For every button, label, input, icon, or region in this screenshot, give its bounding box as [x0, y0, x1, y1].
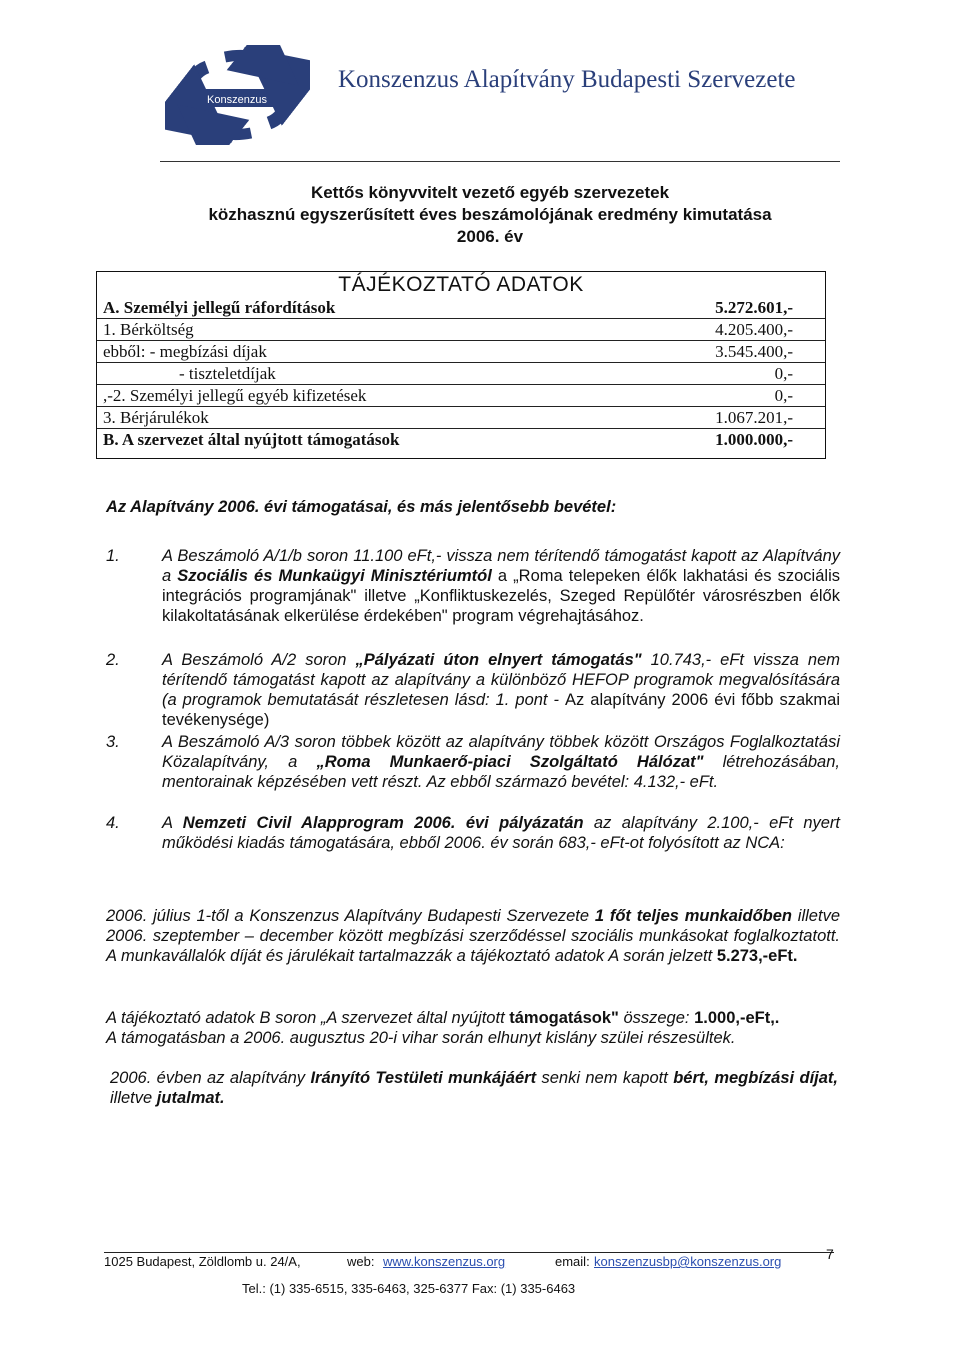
- para-text: 2006. évben az alapítvány: [110, 1069, 311, 1087]
- report-title: [140, 182, 840, 248]
- item-text-part: a „Roma telepeken élők lakhatási és szociális integrációs programjának" illetve „Konfliktuskezelés, Szeged Repülőtér városrészben élők kilakoltatásának elkerülése érdekében" program végrehajtásához.: [162, 567, 840, 625]
- table-row: [97, 297, 825, 319]
- row-label: 1. Bérköltség: [103, 320, 194, 339]
- page-number: 7: [826, 1246, 834, 1262]
- para-text: A tájékoztató adatok B soron „A szervezet által nyújtott: [106, 1009, 510, 1027]
- item-text-part: 10.743,- eFt vissza nem térítendő támogatást kapott az alapítvány a különböző HEFOP programok megvalósítására (a programok bemutatását részletesen lásd: 1. pont -: [162, 651, 840, 709]
- info-table: [96, 271, 826, 459]
- para-text-bold: bért, megbízási díjat,: [673, 1069, 838, 1087]
- paragraph-employment: [106, 906, 840, 966]
- item-number: 4.: [106, 814, 120, 832]
- item-text-part: az alapítvány 2.100,- eFt nyert működési kiadás támogatására, ebből 2006. év során 683,- eFt-ot folyósított az NCA:: [162, 814, 841, 852]
- logo: [165, 45, 310, 145]
- para-text-bold: 5.273,-eFt.: [716, 947, 798, 965]
- footer-address: 1025 Budapest, Zöldlomb u. 24/A,: [104, 1254, 301, 1269]
- row-label: A. Személyi jellegű ráfordítások: [103, 298, 336, 317]
- footer-email-link[interactable]: konszenzusbp@konszenzus.org: [594, 1254, 782, 1269]
- item-number: 1.: [106, 547, 120, 565]
- item-text-bold: „Pályázati úton elnyert támogatás": [355, 651, 642, 669]
- footer-email-label: email:: [555, 1254, 590, 1269]
- item-number: 3.: [106, 733, 120, 751]
- title-line-3: 2006. év: [456, 227, 524, 246]
- footer-web-label: web:: [347, 1254, 375, 1269]
- row-label: ebből: - megbízási díjak: [103, 342, 267, 361]
- item-text-bold: Szociális és Munkaügyi Minisztériumtól: [177, 567, 492, 585]
- table-row: [97, 319, 825, 341]
- para-text-bold: 1.000,-eFt,.: [694, 1009, 780, 1027]
- para-text: illetve: [110, 1089, 157, 1107]
- row-label: ,-2. Személyi jellegű egyéb kifizetések: [103, 386, 367, 405]
- item-text: [162, 813, 840, 853]
- row-label: B. A szervezet által nyújtott támogatások: [103, 430, 400, 449]
- table-row: [97, 385, 825, 407]
- para-text: senki nem kapott: [536, 1069, 674, 1087]
- row-value: 5.272.601,-: [715, 298, 793, 317]
- title-line-1: Kettős könyvvitelt vezető egyéb szervezetek: [310, 183, 670, 202]
- header-divider: [160, 161, 840, 162]
- section-heading: Az Alapítvány 2006. évi támogatásai, és más jelentősebb bevétel:: [106, 498, 617, 516]
- item-text-part: A Beszámoló A/1/b soron 11.100 eFt,- vissza nem térítendő támogatást kapott az Alapítvány a: [162, 547, 840, 585]
- table-caption: TÁJÉKOZTATÓ ADATOK: [338, 273, 584, 296]
- row-value: 1.000.000,-: [715, 430, 793, 449]
- table-row: [97, 363, 825, 385]
- row-value: 0,-: [774, 386, 793, 405]
- row-value: 1.067.201,-: [715, 408, 793, 427]
- para-text-bold: Irányító Testületi munkájáért: [310, 1069, 537, 1087]
- item-text-part: létrehozásában, mentorainak képzésében vett részt. Az ebből származó bevétel: 4.132,- eFt.: [162, 753, 840, 791]
- org-name: Konszenzus Alapítvány Budapesti Szervezete: [338, 66, 796, 93]
- logo-arrows-icon: [165, 45, 310, 145]
- row-value: 3.545.400,-: [715, 342, 793, 361]
- item-text: [162, 732, 840, 792]
- para-text: összege:: [618, 1009, 695, 1027]
- paragraph-support: [106, 1008, 840, 1048]
- item-text-bold: Nemzeti Civil Alapprogram 2006. évi pályázatán: [182, 814, 584, 832]
- paragraph-board: [110, 1068, 838, 1108]
- para-text-bold: támogatások": [509, 1009, 619, 1027]
- footer-web-link[interactable]: www.konszenzus.org: [383, 1254, 506, 1269]
- row-label: - tiszteletdíjak: [179, 364, 276, 383]
- row-label: 3. Bérjárulékok: [103, 408, 209, 427]
- para-text: A támogatásban a 2006. augusztus 20-i vihar során elhunyt kislány szülei részesültek.: [106, 1029, 736, 1047]
- table-row: [97, 429, 825, 450]
- item-text-part: A Beszámoló A/2 soron: [162, 651, 356, 669]
- footer-divider: [104, 1252, 834, 1253]
- row-value: 0,-: [774, 364, 793, 383]
- item-number: 2.: [106, 651, 120, 669]
- table-row: [97, 407, 825, 429]
- row-value: 4.205.400,-: [715, 320, 793, 339]
- table-row: [97, 341, 825, 363]
- footer-phone: Tel.: (1) 335-6515, 335-6463, 325-6377 Fax: (1) 335-6463: [242, 1281, 576, 1296]
- title-line-2: közhasznú egyszerűsített éves beszámolójának eredmény kimutatása: [208, 205, 772, 224]
- para-text-bold: 1 főt teljes munkaidőben: [594, 907, 792, 925]
- para-text: 2006. július 1-től a Konszenzus Alapítvány Budapesti Szervezete: [106, 907, 595, 925]
- svg-text:Konszenzus: Konszenzus: [207, 94, 267, 106]
- item-text-part: A: [162, 814, 183, 832]
- para-text: illetve 2006. szeptember – december között megbízási szerződéssel szociális munkásokat foglalkoztatott. A munkavállalók díját és járulékait tartalmazzák a tájékoztató adatok A során jelzett: [106, 907, 840, 965]
- item-text: [162, 650, 840, 730]
- item-text-part: Az alapítvány 2006 évi főbb szakmai tevékenysége): [162, 691, 840, 729]
- item-text-part: A Beszámoló A/3 soron többek között az alapítvány többek között Országos Foglalkoztatási Közalapítvány, a: [162, 733, 840, 771]
- para-text-bold: jutalmat.: [156, 1089, 225, 1107]
- item-text: [162, 546, 840, 626]
- item-text-bold: „Roma Munkaerő-piaci Szolgáltató Hálózat": [316, 753, 704, 771]
